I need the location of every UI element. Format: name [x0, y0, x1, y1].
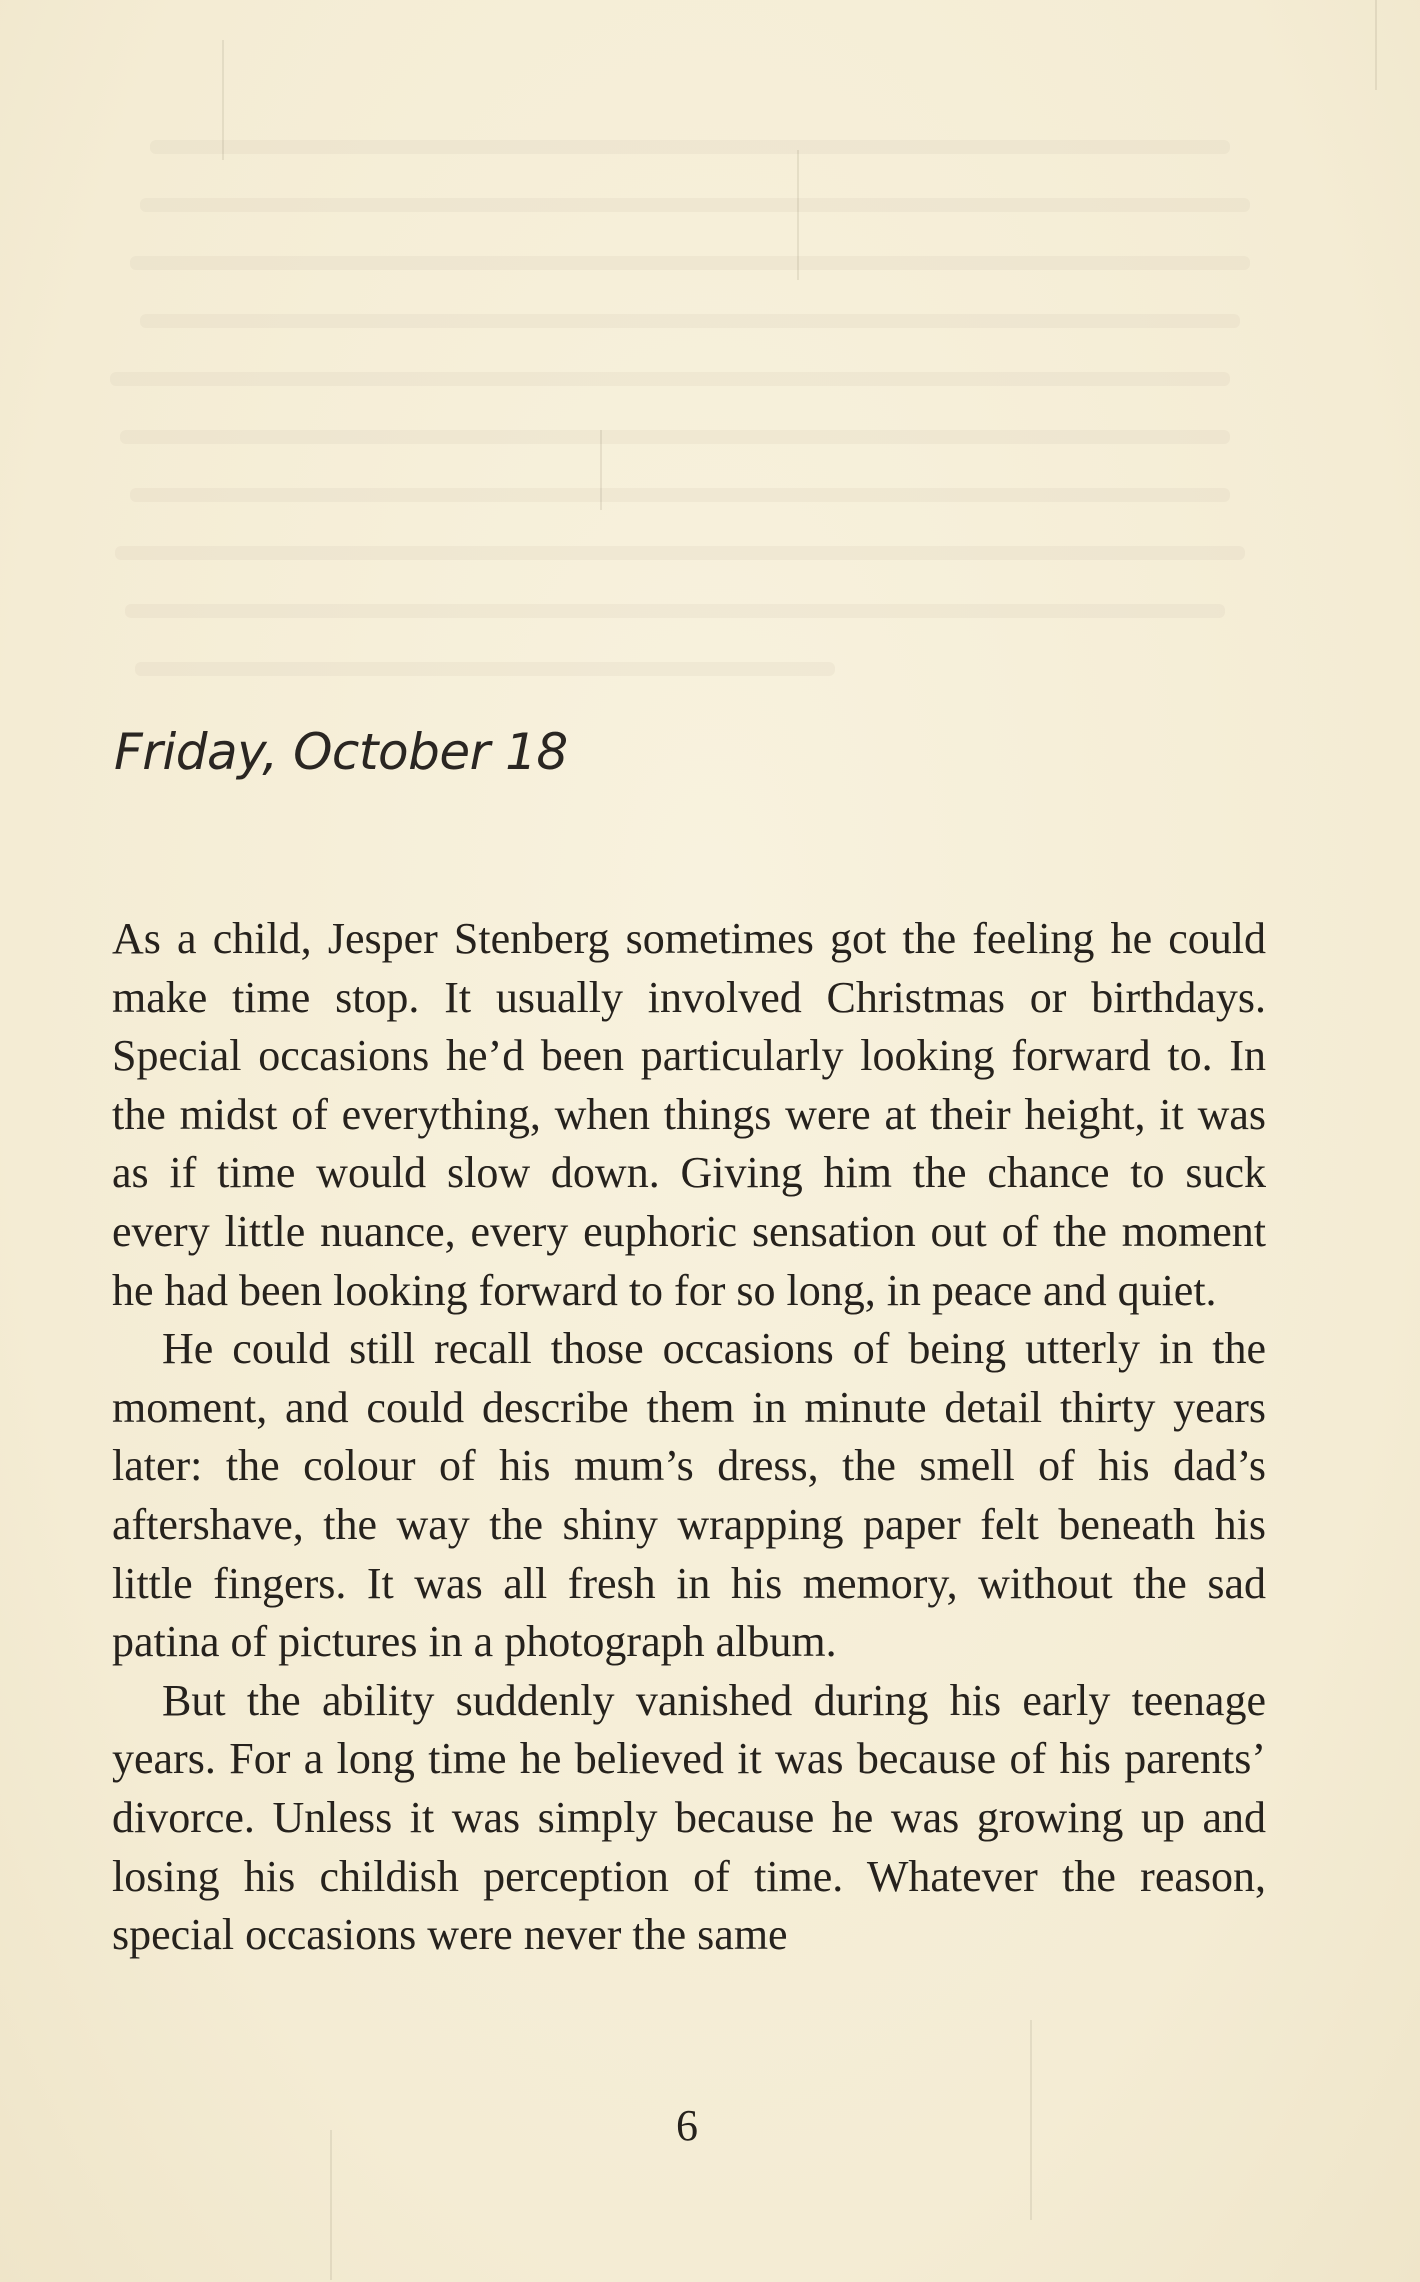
show-through-mark [110, 372, 1230, 386]
show-through-mark [150, 140, 1230, 154]
show-through-mark [140, 314, 1240, 328]
paper-scratch [330, 2130, 332, 2280]
show-through-mark [120, 430, 1230, 444]
show-through-mark [130, 488, 1230, 502]
show-through-mark [130, 256, 1250, 270]
paper-scratch [222, 40, 224, 160]
paper-scratch [1375, 0, 1377, 90]
show-through-mark [115, 546, 1245, 560]
show-through-mark [125, 604, 1225, 618]
show-through-mark [140, 198, 1250, 212]
paragraph: But the ability suddenly vanished during his early teenage years. For a long time he believed it was because of his parents’ divorce. Unless it was simply because he was growing up and losing his childish perception of time. Whatever the reason, special occasions were never the same [112, 1675, 1266, 1960]
paper-scratch [600, 430, 602, 510]
chapter-heading: Friday, October 18 [114, 723, 568, 781]
paragraph: He could still recall those occasions of being utterly in the moment, and could describe them in minute detail thirty years later: the colour of his mum’s dress, the smell of his dad’s aftershave, the way the shiny wrapping paper felt beneath his little fingers. It was all fresh in his memory, without the sad patina of pictures in a photograph album. [112, 1324, 1266, 1667]
show-through-mark [135, 662, 835, 676]
body-text [112, 910, 1266, 1965]
page-number: 6 [676, 2101, 698, 2150]
paper-scratch [797, 150, 799, 280]
paragraph: As a child, Jesper Stenberg sometimes got the feeling he could make time stop. It usually involved Christmas or birthdays. Special occasions he’d been particularly looking forward to. In the midst of everything, when things were at their height, it was as if time would slow down. Giving him the chance to suck every little nuance, every euphoric sensation out of the moment he had been looking forward to for so long, in peace and quiet. [112, 914, 1266, 1315]
